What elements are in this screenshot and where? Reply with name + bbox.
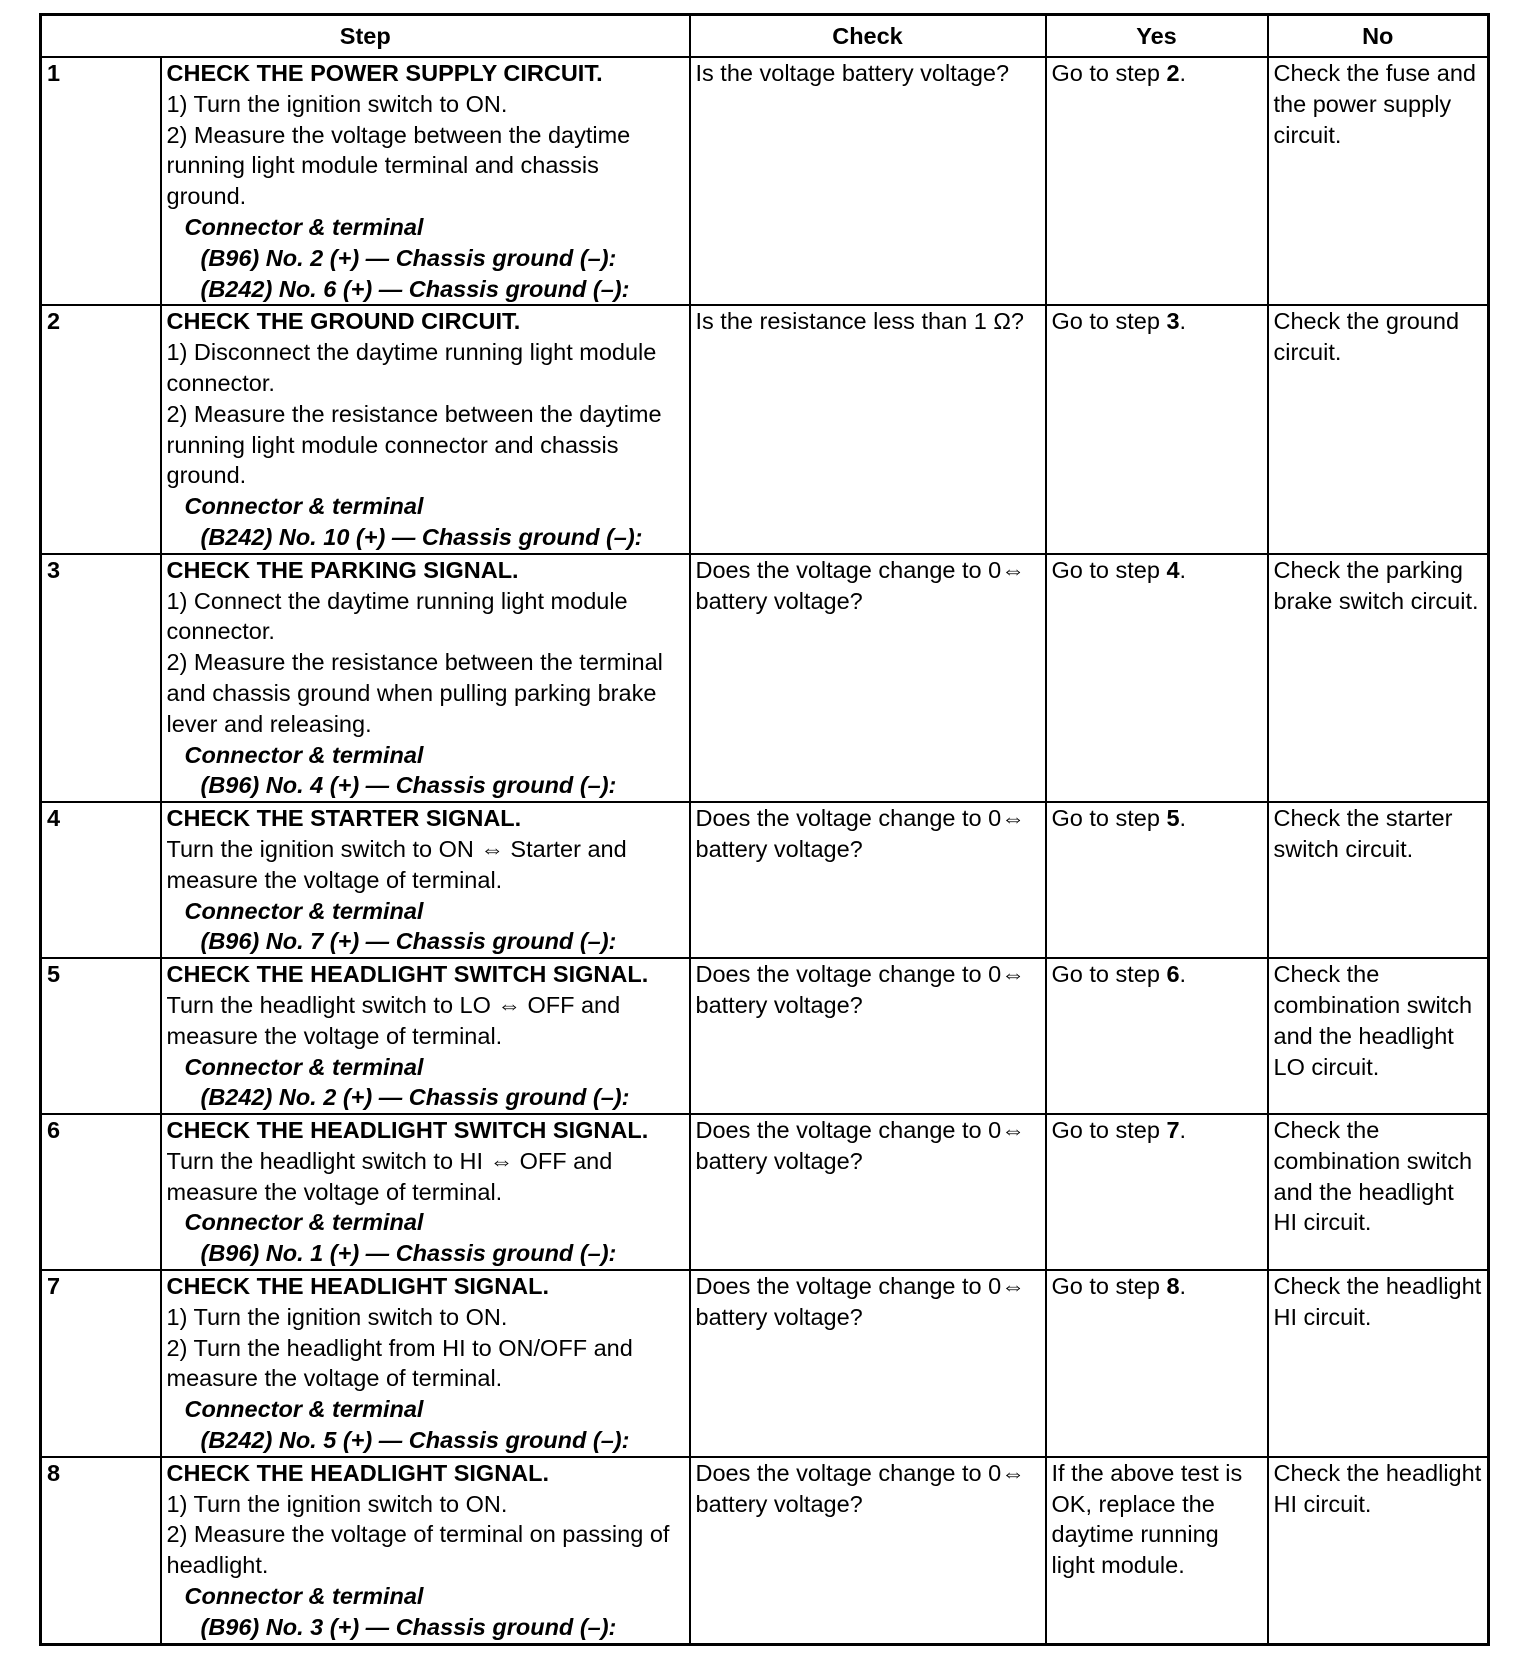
step-instruction: 1) Turn the ignition switch to ON. [166,1490,508,1517]
step-instruction: 2) Measure the voltage of terminal on passing of headlight. [166,1521,670,1579]
step-title: CHECK THE HEADLIGHT SIGNAL. [166,1273,550,1300]
step-instruction: 2) Measure the resistance between the terminal and chassis ground when pulling parking brake lever and releasing. [166,649,663,737]
yes-cell [1046,1114,1268,1270]
step-number: 5 [41,958,161,1114]
step-title: CHECK THE PARKING SIGNAL. [166,556,519,583]
connector-terminal-label: Connector & terminal [184,493,424,520]
yes-text: Go to step [1051,60,1167,86]
step-cell [161,57,690,305]
table-row [41,554,1489,802]
step-title: CHECK THE HEADLIGHT SWITCH SIGNAL. [166,961,649,988]
yes-suffix: . [1179,60,1187,86]
step-cell [161,1114,690,1270]
step-number: 8 [41,1457,161,1644]
no-cell: Check the starter switch circuit. [1268,802,1489,958]
table-row [41,1270,1489,1457]
step-title: CHECK THE STARTER SIGNAL. [166,805,522,832]
no-cell: Check the headlight HI circuit. [1268,1457,1489,1644]
yes-cell [1046,802,1268,958]
connector-terminal-label: Connector & terminal [184,741,424,768]
connector-terminal-value: (B242) No. 2 (+) — Chassis ground (–): [200,1084,630,1111]
step-number: 4 [41,802,161,958]
check-cell: Does the voltage change to 0⇔ battery voltage? [690,1270,1046,1457]
no-cell: Check the combination switch and the headlight LO circuit. [1268,958,1489,1114]
no-cell: Check the combination switch and the headlight HI circuit. [1268,1114,1489,1270]
connector-terminal-value: (B96) No. 4 (+) — Chassis ground (–): [200,772,617,799]
yes-step-number: 5 [1166,805,1180,832]
table-row [41,1114,1489,1270]
step-instruction: 1) Turn the ignition switch to ON. [166,90,508,117]
yes-text: Go to step [1051,308,1167,335]
yes-step-number: 7 [1166,1117,1180,1144]
yes-cell [1046,1457,1268,1644]
connector-terminal-value: (B96) No. 2 (+) — Chassis ground (–): [200,244,617,271]
check-cell: Does the voltage change to 0⇔ battery voltage? [690,802,1046,958]
yes-text: Go to step [1051,556,1167,583]
table-row [41,305,1489,553]
connector-terminal-label: Connector & terminal [184,897,424,924]
no-cell: Check the parking brake switch circuit. [1268,554,1489,802]
yes-suffix: . [1179,1273,1187,1300]
diagnostic-procedure-table [39,13,1490,1646]
connector-terminal-label: Connector & terminal [184,1053,424,1080]
check-cell: Is the voltage battery voltage? [690,57,1046,305]
no-cell: Check the fuse and the power supply circuit. [1268,57,1489,305]
table-row [41,802,1489,958]
step-instruction: 2) Measure the voltage between the daytime running light module terminal and chassis ground. [166,121,631,210]
yes-step-number: 4 [1166,556,1180,583]
step-cell [161,958,690,1114]
step-instruction: Turn the headlight switch to HI ⇔ OFF and measure the voltage of terminal. [166,1147,613,1205]
step-instruction: 2) Turn the headlight from HI to ON/OFF and measure the voltage of terminal. [166,1334,633,1392]
step-cell [161,1457,690,1644]
yes-cell [1046,554,1268,802]
check-cell: Does the voltage change to 0⇔ battery voltage? [690,958,1046,1114]
step-number: 2 [41,305,161,553]
step-number: 3 [41,554,161,802]
check-cell: Does the voltage change to 0⇔ battery voltage? [690,554,1046,802]
step-title: CHECK THE GROUND CIRCUIT. [166,308,521,335]
step-instruction: 1) Turn the ignition switch to ON. [166,1303,508,1330]
check-cell: Is the resistance less than 1 Ω? [690,305,1046,553]
yes-text: Go to step [1051,961,1167,988]
yes-text: Go to step [1051,1273,1167,1300]
check-cell: Does the voltage change to 0⇔ battery voltage? [690,1114,1046,1270]
yes-step-number: 2 [1166,60,1180,86]
yes-text: If the above test is OK, replace the daytime running light module. [1051,1459,1243,1579]
yes-suffix: . [1179,308,1187,335]
yes-suffix: . [1179,805,1187,832]
step-cell [161,802,690,958]
yes-suffix: . [1179,1117,1187,1144]
step-instruction: 1) Disconnect the daytime running light module connector. [166,339,657,396]
table-header-row [41,15,1489,58]
connector-terminal-value: (B242) No. 10 (+) — Chassis ground (–): [200,523,643,550]
header-check: Check [690,15,1046,58]
yes-cell [1046,57,1268,305]
step-cell [161,554,690,802]
yes-suffix: . [1179,556,1187,583]
header-yes: Yes [1046,15,1268,58]
connector-terminal-value: (B242) No. 6 (+) — Chassis ground (–): [200,275,630,302]
header-no: No [1268,15,1489,58]
step-cell [161,1270,690,1457]
step-number: 7 [41,1270,161,1457]
yes-step-number: 6 [1166,961,1180,988]
yes-cell [1046,1270,1268,1457]
step-title: CHECK THE HEADLIGHT SIGNAL. [166,1459,550,1486]
table-row [41,57,1489,305]
connector-terminal-label: Connector & terminal [184,1583,424,1610]
no-cell: Check the ground circuit. [1268,305,1489,553]
connector-terminal-value: (B96) No. 1 (+) — Chassis ground (–): [200,1240,617,1267]
connector-terminal-label: Connector & terminal [184,213,424,240]
check-cell: Does the voltage change to 0⇔ battery voltage? [690,1457,1046,1644]
step-number: 6 [41,1114,161,1270]
yes-cell [1046,305,1268,553]
yes-text: Go to step [1051,805,1167,832]
step-cell [161,305,690,553]
step-instruction: Turn the headlight switch to LO ⇔ OFF and measure the voltage of terminal. [166,991,621,1049]
connector-terminal-value: (B96) No. 3 (+) — Chassis ground (–): [200,1613,617,1640]
header-step: Step [41,15,690,58]
step-title: CHECK THE POWER SUPPLY CIRCUIT. [166,60,603,86]
yes-cell [1046,958,1268,1114]
yes-text: Go to step [1051,1117,1167,1144]
table-row [41,958,1489,1114]
connector-terminal-value: (B96) No. 7 (+) — Chassis ground (–): [200,928,617,955]
step-instruction: 2) Measure the resistance between the daytime running light module connector and chassis ground. [166,400,662,489]
connector-terminal-label: Connector & terminal [184,1209,424,1236]
step-instruction: Turn the ignition switch to ON ⇔ Starter and measure the voltage of terminal. [166,835,627,893]
connector-terminal-label: Connector & terminal [184,1396,424,1423]
step-number: 1 [41,57,161,305]
step-instruction: 1) Connect the daytime running light module connector. [166,587,628,645]
yes-step-number: 8 [1166,1273,1180,1300]
no-cell: Check the headlight HI circuit. [1268,1270,1489,1457]
yes-step-number: 3 [1166,308,1180,335]
yes-suffix: . [1179,961,1187,988]
step-title: CHECK THE HEADLIGHT SWITCH SIGNAL. [166,1117,649,1144]
table-row [41,1457,1489,1644]
connector-terminal-value: (B242) No. 5 (+) — Chassis ground (–): [200,1427,630,1454]
